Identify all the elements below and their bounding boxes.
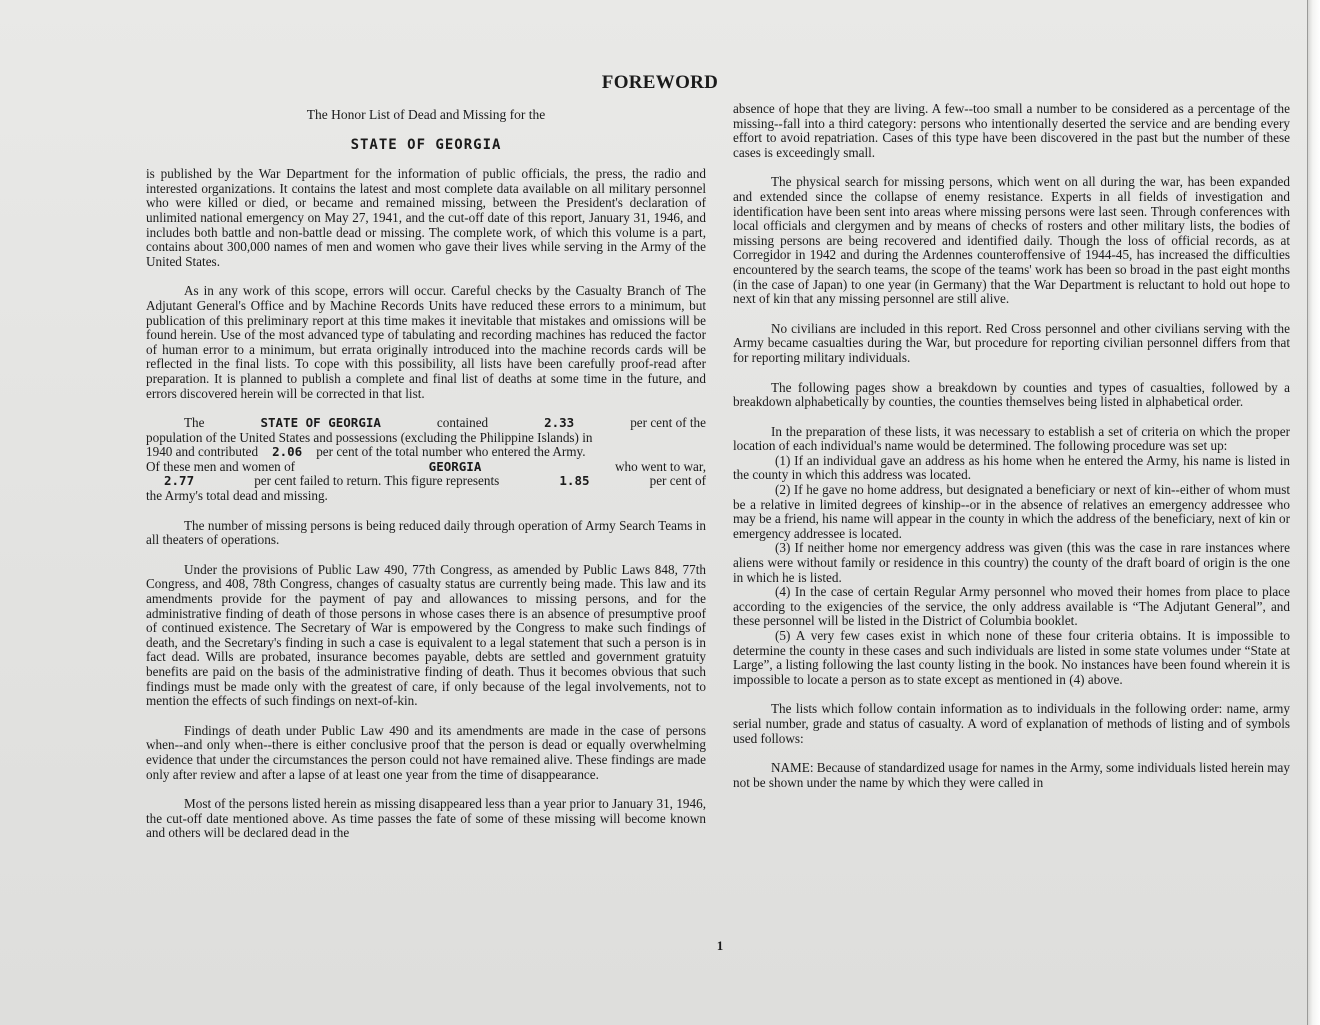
paragraph: The number of missing persons is being reduced daily through operation of Army Search Teams in all theaters of operations.: [146, 517, 706, 548]
criteria-item: (1) If an individual gave an address as his home when he entered the Army, his name is listed in the county in which this address was located.: [733, 452, 1290, 483]
statistics-paragraph: [146, 416, 706, 504]
stats-text: the Army's total dead and missing.: [146, 488, 328, 504]
criteria-item: (3) If neither home nor emergency address was given (this was the case in rare instances where aliens were without family or residence in this country) the county of the draft board of origin is the one in which he is listed.: [733, 540, 1290, 585]
stats-text: who went to war,: [614, 458, 706, 474]
stats-value: 1.85: [559, 473, 590, 489]
stats-text: 1940 and contributed: [146, 444, 259, 460]
page-title: FOREWORD: [601, 72, 719, 93]
criteria-item: (5) A very few cases exist in which none of these four criteria obtains. It is impossible to determine the county in these cases and such individuals are listed in some state volumes under “State at Large”, a listing following the last county listing in the book. No instances have been found wherein it is impossible to locate a person as to state except as mentioned in (4) above.: [733, 628, 1290, 687]
state-heading: STATE OF GEORGIA: [350, 136, 502, 153]
paragraph: Most of the persons listed herein as missing disappeared less than a year prior to January 31, 1946, the cut-off date mentioned above. As time passes the fate of some of these missing will become known and others will be declared dead in the: [146, 796, 706, 841]
paragraph: As in any work of this scope, errors will occur. Careful checks by the Casualty Branch of The Adjutant General's Office and by Machine Records Units have reduced these errors to a minimum, but publication of this preliminary report at this time makes it inevitable that mistakes and omissions will be found herein. Use of the most advanced type of tabulating and recording machines has reduced the factor of human error to a minimum, but errata originally introduced into the machine records cards will be reflected in the final lists. To cope with this possibility, all lists have been carefully proof-read after preparation. It is planned to publish a complete and final list of deaths at some time in the future, and errors discovered herein will be corrected in that list.: [146, 283, 706, 401]
criteria-item: (4) In the case of certain Regular Army personnel who moved their homes from place to place according to the exigencies of the service, the only address available is “The Adjutant General”, and these personnel will be listed in the District of Columbia booklet.: [733, 584, 1290, 629]
stats-text: population of the United States and possessions (excluding the Philippine Islands) in: [146, 429, 593, 445]
page-edge: [1307, 0, 1320, 1025]
stats-value: 2.33: [544, 415, 575, 431]
paragraph: Findings of death under Public Law 490 and its amendments are made in the case of persons when--and only when--there is either conclusive proof that the person is dead or equally overwhelming evidence that under the circumstances the person could not have remained alive. These findings are made only after review and after a lapse of at least one year from the time of disappearance.: [146, 722, 706, 782]
paragraph: No civilians are included in this report. Red Cross personnel and other civilians serving with the Army became casualties during the War, but procedure for reporting civilian personnel differs from that for reporting military individuals.: [733, 320, 1290, 365]
intro-line: The Honor List of Dead and Missing for the: [306, 107, 546, 122]
criteria-item: (2) If he gave no home address, but designated a beneficiary or next of kin--either of whom must be a relative in limited degrees of kinship--or in the absence of relatives an emergency addressee who may be a friend, his name will appear in the county in which the address of the beneficiary, next of kin or emergency addressee is located.: [733, 482, 1290, 541]
stats-text: per cent of the total number who entered the Army.: [316, 444, 586, 460]
stats-value: 2.06: [272, 444, 303, 460]
paragraph: absence of hope that they are living. A few--too small a number to be considered as a percentage of the missing--fall into a third category: persons who intentionally deserted the service and are bending every effort to avoid repatriation. Cases of this type have been discovered in the past but the number of these cases is exceedingly small.: [733, 101, 1290, 160]
page-number: 1: [716, 938, 724, 953]
paragraph: In the preparation of these lists, it was necessary to establish a set of criteria on which the proper location of each individual's name would be determined. The following procedure was set up:: [733, 423, 1290, 454]
paragraph: The physical search for missing persons, which went on all during the war, has been expanded and extended since the collapse of enemy resistance. Experts in all fields of investigation and identification have been sent into areas where missing persons were last seen. Through conferences with local officials and clergymen and by means of checks of rosters and other military lists, the bodies of missing persons are being recovered and identified daily. Though the loss of official records, as at Corregidor in 1942 and during the Ardennes counteroffensive of 1944-45, has increased the difficulties encountered by the search teams, the scope of the teams' work has been so broad in the past eight months (in the case of Japan) to one year (in Germany) that the War Department is reluctant to hold out hope to next of kin that any missing personnel are still alive.: [733, 174, 1290, 307]
stats-text: contained: [436, 415, 489, 431]
stats-text: per cent failed to return. This figure represents: [254, 473, 500, 489]
stats-state-short: GEORGIA: [428, 458, 482, 474]
stats-text: per cent of: [649, 473, 706, 489]
stats-text: The: [184, 415, 205, 431]
paragraph: NAME: Because of standardized usage for names in the Army, some individuals listed herein may not be shown under the name by which they were called in: [733, 760, 1290, 790]
right-column: [733, 102, 1290, 790]
paragraph: The lists which follow contain information as to individuals in the following order: name, army serial number, grade and status of casualty. A word of explanation of methods of listing and of symbols used follows:: [733, 701, 1290, 746]
paragraph: is published by the War Department for the information of public officials, the press, the radio and interested organizations. It contains the latest and most complete data available on all military personnel who were killed or died, or became and remained missing, between the President's declaration of unlimited national emergency on May 27, 1941, and the cut-off date of this report, January 31, 1946, and includes both battle and non-battle dead or missing. The complete work, of which this volume is a part, contains about 300,000 names of men and women who gave their lives while serving in the Army of the United States.: [146, 166, 706, 269]
paragraph: The following pages show a breakdown by counties and types of casualties, followed by a breakdown alphabetically by counties, the counties themselves being listed in alphabetical order.: [733, 379, 1290, 410]
stats-state: STATE OF GEORGIA: [260, 415, 381, 431]
stats-text: per cent of the: [630, 415, 706, 431]
paragraph: Under the provisions of Public Law 490, 77th Congress, as amended by Public Laws 848, 77th Congress, and 408, 78th Congress, changes of casualty status are currently being made. This law and its amendments provide for the payment of pay and allowances to missing persons, and for the administrative finding of death of those persons in whose cases there is an absence of presumptive proof of continued existence. The Secretary of War is empowered by the Congress to make such findings of death, and the Secretary's finding in such a case is equivalent to a legal statement that such a person is in fact dead. Wills are probated, insurance becomes payable, debts are settled and government gratuity benefits are paid on the basis of the administrative finding of death. Thus it becomes obvious that such findings must be made only with the greatest of care, if only because of the legal involvements, not to mention the effects of such findings on next-of-kin.: [146, 561, 706, 709]
stats-value: 2.77: [164, 473, 195, 489]
stats-text: Of these men and women of: [146, 458, 296, 474]
left-column: [146, 108, 706, 841]
